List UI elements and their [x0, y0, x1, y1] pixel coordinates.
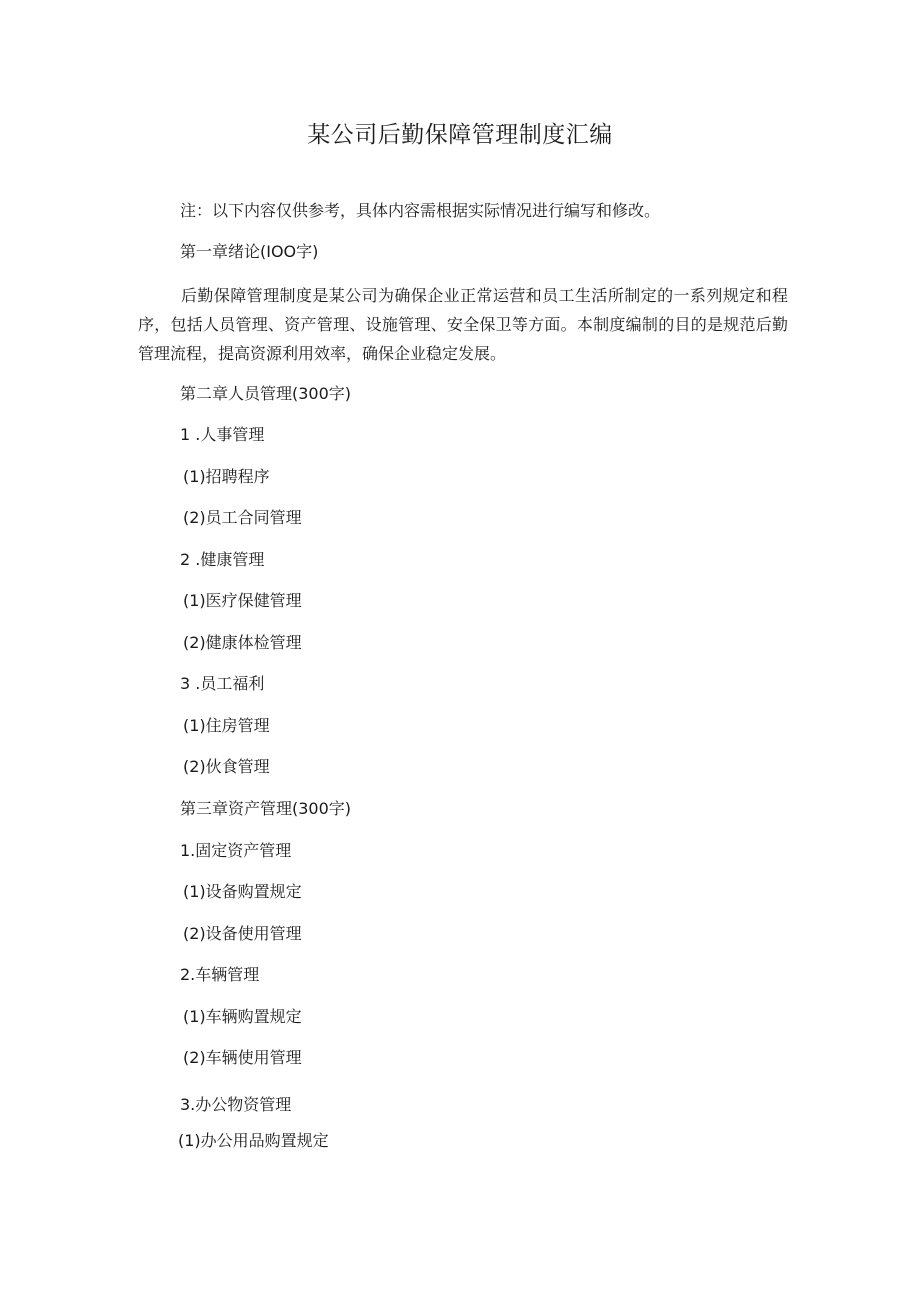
chapter3-item-7: 3.办公物资管理 — [180, 1095, 292, 1114]
chapter3-item-6: (2)车辆使用管理 — [183, 1048, 302, 1067]
chapter3-heading: 第三章资产管理(300字) — [180, 799, 352, 818]
chapter2-item-1: 1 .人事管理 — [180, 425, 265, 444]
chapter2-heading: 第二章人员管理(300字) — [180, 384, 352, 403]
chapter2-item-6: (2)健康体检管理 — [183, 633, 302, 652]
document-title: 某公司后勤保障管理制度汇编 — [307, 122, 613, 148]
chapter2-item-7: 3 .员工福利 — [180, 674, 265, 693]
chapter2-item-9: (2)伙食管理 — [183, 757, 270, 776]
chapter3-item-3: (2)设备使用管理 — [183, 924, 302, 943]
note-text: 注：以下内容仅供参考，具体内容需根据实际情况进行编写和修改。 — [180, 201, 661, 220]
chapter1-paragraph: 后勤保障管理制度是某公司为确保企业正常运营和员工生活所制定的一系列规定和程序，包括人员管理、资产管理、设施管理、安全保卫等方面。本制度编制的目的是规范后勤管理流程，提高资源利用效率，确保企业稳定发展。 — [138, 286, 788, 363]
chapter3-item-8: (1)办公用品购置规定 — [178, 1131, 329, 1150]
chapter3-item-4: 2.车辆管理 — [180, 965, 260, 984]
chapter2-item-8: (1)住房管理 — [183, 716, 270, 735]
chapter2-item-4: 2 .健康管理 — [180, 550, 265, 569]
chapter1-heading: 第一章绪论(IOO字) — [180, 242, 319, 261]
chapter2-item-5: (1)医疗保健管理 — [183, 591, 302, 610]
chapter2-item-2: (1)招聘程序 — [183, 467, 270, 486]
chapter3-item-5: (1)车辆购置规定 — [183, 1007, 302, 1026]
chapter3-item-2: (1)设备购置规定 — [183, 882, 302, 901]
chapter3-item-1: 1.固定资产管理 — [180, 841, 292, 860]
chapter2-item-3: (2)员工合同管理 — [183, 508, 302, 527]
